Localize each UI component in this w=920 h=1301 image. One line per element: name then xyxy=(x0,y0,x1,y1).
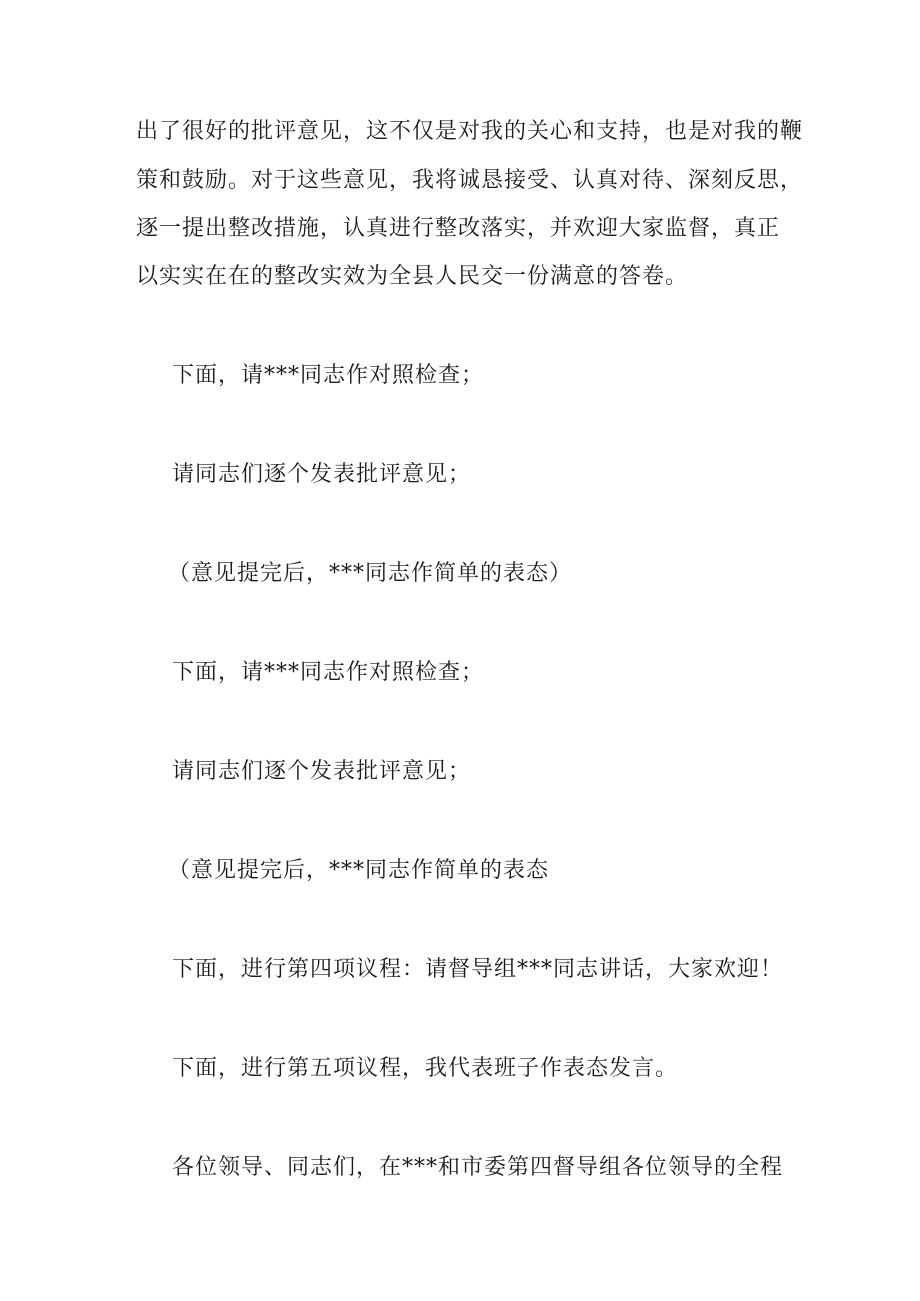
paragraph-5: 下面，请***同志作对照检查； xyxy=(172,660,485,685)
paragraph-8: 下面，进行第四项议程：请督导组***同志讲话，大家欢迎！ xyxy=(172,957,784,982)
paragraph-1-line-1: 出了很好的批评意见，这不仅是对我的关心和支持，也是对我的鞭 xyxy=(136,119,804,144)
paragraph-6: 请同志们逐个发表批评意见； xyxy=(172,759,472,784)
paragraph-1-line-3: 逐一提出整改措施，认真进行整改落实，并欢迎大家监督，真正 xyxy=(136,216,781,241)
paragraph-2: 下面，请***同志作对照检查； xyxy=(172,363,485,388)
paragraph-3: 请同志们逐个发表批评意见； xyxy=(172,462,472,487)
paragraph-4: （意见提完后，***同志作简单的表态） xyxy=(168,561,573,586)
paragraph-9: 下面，进行第五项议程，我代表班子作表态发言。 xyxy=(172,1056,679,1081)
paragraph-10: 各位领导、同志们，在***和市委第四督导组各位领导的全程 xyxy=(172,1155,784,1180)
paragraph-1-line-4: 以实实在在的整改实效为全县人民交一份满意的答卷。 xyxy=(136,264,689,289)
paragraph-7: （意见提完后，***同志作简单的表态 xyxy=(168,858,550,883)
paragraph-1-line-2: 策和鼓励。对于这些意见，我将诚恳接受、认真对待、深刻反思， xyxy=(136,168,804,193)
